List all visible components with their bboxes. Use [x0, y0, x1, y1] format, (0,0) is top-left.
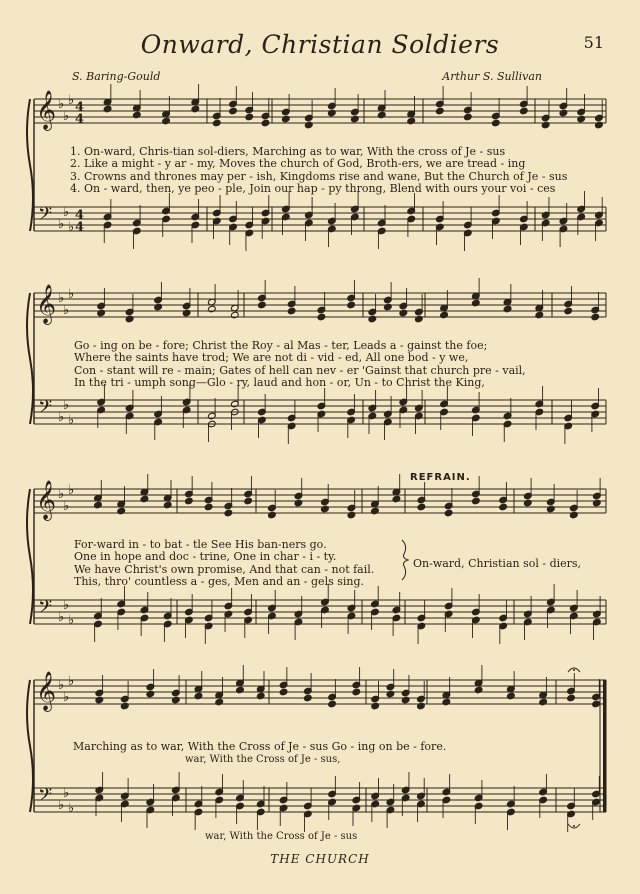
flat-sign: ♭: [68, 413, 75, 428]
note-head: [569, 511, 578, 519]
note-head: [491, 119, 500, 127]
treble-clef: 𝄞: [36, 90, 57, 130]
fermata-dot: [573, 669, 575, 671]
note-head: [120, 702, 129, 710]
note-head: [463, 113, 472, 121]
final-barline-thick: [603, 680, 607, 812]
verse-line: Con - stant will re - main; Gates of hell can nev - er 'Gainst that church pre - vail,: [74, 363, 526, 377]
flat-sign: ♭: [63, 398, 70, 413]
note-head: [146, 690, 155, 698]
note-head: [182, 309, 191, 317]
note-head: [519, 107, 528, 115]
flat-sign: ♭: [63, 598, 70, 613]
system-brace: [27, 99, 33, 231]
flat-sign: ♭: [68, 674, 75, 689]
refrain-label: REFRAIN.: [410, 472, 471, 483]
flat-sign: ♭: [68, 613, 75, 628]
note-head: [471, 299, 480, 307]
note-head: [304, 121, 313, 129]
note-head: [261, 119, 270, 127]
note-head: [317, 313, 326, 321]
note-head: [268, 511, 277, 519]
note-head: [97, 309, 106, 317]
refrain-lyric: On-ward, Christian sol - diers,: [413, 557, 582, 570]
note-head: [224, 509, 233, 517]
time-sig-top: 4: [75, 100, 85, 115]
note-head: [414, 315, 423, 323]
flat-sign: ♭: [63, 499, 70, 514]
note-head: [417, 702, 426, 710]
time-sig-bottom: 4: [75, 220, 85, 235]
system4-lyric-bass: war, With the Cross of Je - sus: [205, 831, 358, 842]
verse-line: Go - ing on be - fore; Christ the Roy - al Mas - ter, Leads a - gainst the foe;: [74, 339, 488, 352]
flat-sign: ♭: [58, 217, 65, 232]
time-sig-bottom: 4: [75, 112, 85, 127]
flat-sign: ♭: [63, 786, 70, 801]
note-head: [592, 700, 601, 708]
system-brace: [27, 680, 33, 812]
verse-line: 1. On-ward, Chris-tian sol-diers, Marching as to war, With the cross of Je - sus: [70, 145, 506, 158]
note-head: [371, 507, 380, 515]
note-head: [204, 503, 213, 511]
note-head: [368, 315, 377, 323]
system1-verses: [70, 146, 567, 196]
note-head: [383, 303, 392, 311]
note-head: [595, 121, 604, 129]
note-head: [236, 686, 245, 694]
verse-brace: [402, 540, 408, 580]
note-head: [541, 121, 550, 129]
note-head: [103, 105, 112, 113]
note-head: [163, 501, 172, 509]
lyricist-credit: S. Baring-Gould: [72, 70, 161, 83]
flat-sign: ♭: [58, 410, 65, 425]
note-head: [327, 109, 336, 117]
system-brace: [27, 293, 33, 424]
flat-sign: ♭: [63, 205, 70, 220]
note-head: [279, 688, 288, 696]
page-footer: THE CHURCH: [270, 852, 370, 866]
composer-credit: Arthur S. Sullivan: [442, 70, 542, 83]
treble-clef: 𝄞: [36, 480, 57, 520]
bass-clef: 𝄢: [38, 397, 53, 422]
note-head: [444, 509, 453, 517]
verse-line: We have Christ's own promise, And that can - not fail.: [74, 562, 375, 576]
time-sig-top: 4: [75, 208, 85, 223]
verse-line: For-ward in - to bat - tle See His ban-ners go.: [74, 538, 327, 551]
verse-line: Where the saints have trod; We are not di - vid - ed, All one bod - y we,: [74, 351, 469, 365]
note-head: [215, 698, 224, 706]
note-head: [435, 107, 444, 115]
note-head: [352, 688, 361, 696]
bass-clef: 𝄢: [38, 204, 53, 229]
note-head: [347, 511, 356, 519]
treble-clef: 𝄞: [36, 671, 57, 711]
note-head: [392, 495, 401, 503]
note-head: [212, 119, 221, 127]
note-head: [321, 505, 330, 513]
note-head: [386, 690, 395, 698]
note-head: [125, 315, 134, 323]
note-head: [407, 117, 416, 125]
page-number: 51: [583, 33, 604, 52]
note-head: [162, 117, 171, 125]
note-head: [499, 503, 508, 511]
note-head: [94, 501, 103, 509]
note-head: [417, 503, 426, 511]
note-head: [474, 686, 483, 694]
note-head: [440, 311, 449, 319]
system3-verses: [74, 539, 374, 589]
note-head: [567, 694, 576, 702]
note-head: [377, 111, 386, 119]
note-head: [592, 499, 601, 507]
note-head: [591, 313, 600, 321]
note-head: [503, 305, 512, 313]
note-head: [230, 311, 239, 319]
flat-sign: ♭: [63, 109, 70, 124]
note-head: [507, 692, 516, 700]
flat-sign: ♭: [68, 801, 75, 816]
note-head: [229, 107, 238, 115]
note-head: [546, 505, 555, 513]
note-head: [207, 305, 216, 313]
bass-clef: 𝄢: [38, 597, 53, 622]
note-head: [347, 301, 356, 309]
note-head: [577, 115, 586, 123]
note-head: [245, 113, 254, 121]
note-head: [191, 105, 200, 113]
note-head: [401, 696, 410, 704]
flat-sign: ♭: [58, 97, 65, 112]
note-head: [303, 694, 312, 702]
system4-lyric-alto: war, With the Cross of Je - sus,: [185, 754, 341, 765]
verse-line: One in hope and doc - trine, One in char - i - ty.: [74, 550, 337, 564]
note-head: [258, 301, 267, 309]
flat-sign: ♭: [68, 483, 75, 498]
note-head: [564, 307, 573, 315]
verse-line: In the tri - umph song—Glo - ry, laud and hon - or, Un - to Christ the King,: [74, 376, 485, 390]
flat-sign: ♭: [63, 303, 70, 318]
note-head: [399, 309, 408, 317]
bass-clef: 𝄢: [38, 785, 53, 810]
note-head: [442, 698, 451, 706]
note-head: [294, 499, 303, 507]
fermata-dot: [573, 825, 575, 827]
note-head: [194, 692, 203, 700]
note-head: [472, 497, 481, 505]
note-head: [171, 696, 180, 704]
note-head: [140, 495, 149, 503]
verse-line: This, thro' countless a - ges, Men and an - gels sing.: [74, 575, 365, 589]
note-head: [281, 115, 290, 123]
note-head: [244, 497, 253, 505]
flat-sign: ♭: [58, 291, 65, 306]
system4-lyric-main: Marching as to war, With the Cross of Je - sus Go - ing on be - fore.: [73, 740, 447, 753]
system-brace: [27, 489, 33, 624]
flat-sign: ♭: [58, 487, 65, 502]
system2-verses: [74, 340, 526, 390]
flat-sign: ♭: [58, 798, 65, 813]
flat-sign: ♭: [63, 690, 70, 705]
treble-clef: 𝄞: [36, 284, 57, 324]
note-head: [117, 507, 126, 515]
flat-sign: ♭: [68, 287, 75, 302]
hymn-title: Onward, Christian Soldiers: [140, 30, 500, 59]
note-head: [350, 115, 359, 123]
flat-sign: ♭: [68, 220, 75, 235]
note-head: [154, 303, 163, 311]
verse-line: 3. Crowns and thrones may per - ish, Kingdoms rise and wane, But the Church of Je - sus: [70, 169, 568, 183]
note-head: [535, 311, 544, 319]
note-head: [559, 109, 568, 117]
flat-sign: ♭: [58, 678, 65, 693]
note-head: [256, 692, 265, 700]
note-head: [132, 111, 141, 119]
verse-line: 4. On - ward, then, ye peo - ple, Join our hap - py throng, Blend with ours your voi - ces: [70, 182, 556, 196]
flat-sign: ♭: [68, 93, 75, 108]
note-head: [523, 499, 532, 507]
note-head: [287, 307, 296, 315]
note-head: [328, 700, 337, 708]
note-head: [185, 497, 194, 505]
note-head: [539, 698, 548, 706]
flat-sign: ♭: [58, 610, 65, 625]
note-head: [95, 696, 104, 704]
note-head: [371, 702, 380, 710]
verse-line: 2. Like a might - y ar - my, Moves the church of God, Broth-ers, we are tread - ing: [70, 157, 526, 171]
